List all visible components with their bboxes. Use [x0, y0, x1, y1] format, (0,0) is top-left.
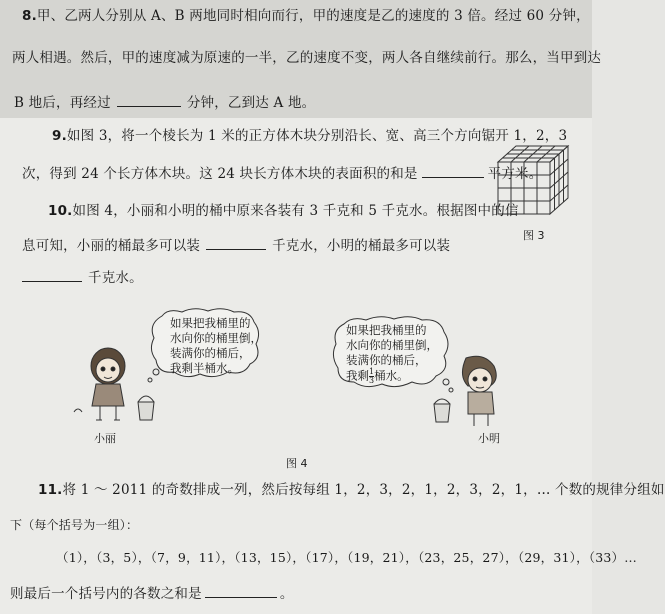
right-bubble-line4b: 桶水。	[374, 368, 409, 383]
q9-text2a: 次，得到 24 个长方体木块。这 24 块长方体木块的表面积的和是	[22, 166, 418, 182]
q9-line2	[22, 165, 542, 183]
q11-answer-blank[interactable]	[205, 585, 277, 598]
q10-number: 10.	[48, 203, 73, 219]
q10-line1	[48, 203, 519, 220]
boy-name-label: 小明	[478, 432, 500, 445]
q10-answer-blank-1[interactable]	[206, 237, 266, 250]
figure3-caption: 图 3	[523, 229, 545, 242]
q10-text3: 千克水。	[88, 270, 143, 286]
q9-text1: 如图 3，将一个棱长为 1 米的正方体木块分别沿长、宽、高三个方向锯开 1，2，3	[66, 128, 568, 144]
q9-number: 9.	[52, 128, 67, 144]
q8-number: 8.	[22, 8, 37, 24]
fraction-numerator: 1	[369, 367, 375, 376]
left-bubble-line3: 装满你的桶后，	[170, 346, 251, 360]
q11-line2: 下（每个括号为一组）：	[10, 518, 139, 532]
q9-answer-blank[interactable]	[422, 165, 484, 178]
q11-line4	[10, 585, 294, 603]
q8-answer-blank[interactable]	[117, 94, 181, 107]
right-bubble-line4a: 我剩	[346, 368, 369, 383]
q11-text4b: 。	[279, 586, 294, 602]
q11-sequence: （1），（3，5），（7，9，11），（13，15），（17），（19，21），（23，25，27），（29，31），（33）…	[56, 550, 637, 565]
girl-illustration	[70, 340, 165, 430]
q8-text1: 甲、乙两人分别从 A、B 两地同时相向而行，甲的速度是乙的速度的 3 倍。经过 60 分钟，	[36, 8, 590, 24]
q11-line1	[38, 482, 665, 499]
boy-illustration	[428, 352, 518, 432]
q11-text1: 将 1 ～ 2011 的奇数排成一列，然后按每组 1，2，3，2，1，2，3，2，1，… 个数的规律分组如	[62, 482, 665, 498]
q10-answer-blank-2[interactable]	[22, 269, 82, 282]
left-bubble-text	[170, 316, 262, 376]
q9-line1	[52, 128, 567, 145]
right-bubble-line4	[346, 368, 438, 385]
q10-line3	[22, 269, 143, 287]
q11-number: 11.	[38, 482, 63, 498]
right-bubble-line1: 如果把我桶里的	[346, 323, 427, 337]
figure4-caption: 图 4	[286, 457, 308, 470]
right-bubble-text	[346, 323, 438, 385]
q8-text3b: 分钟，乙到达 A 地。	[186, 95, 316, 111]
left-bubble-line4: 我剩半桶水。	[170, 361, 239, 375]
q8-line3	[14, 94, 315, 112]
q10-text2a: 息可知，小丽的桶最多可以装	[22, 238, 201, 254]
q8-line2: 两人相遇。然后，甲的速度减为原速的一半，乙的速度不变，两人各自继续前行。那么，当甲到达	[12, 50, 602, 66]
left-bubble-line1: 如果把我桶里的	[170, 316, 251, 330]
fraction-denominator: 3	[369, 376, 375, 385]
q8-line1	[22, 8, 590, 25]
q9-text2b: 平方米。	[487, 166, 543, 182]
q8-text3a: B 地后，再经过	[14, 95, 111, 111]
left-bubble-line2: 水向你的桶里倒，	[170, 331, 262, 345]
q10-text2b: 千克水，小明的桶最多可以装	[272, 238, 451, 254]
right-bubble-line3: 装满你的桶后，	[346, 353, 427, 367]
girl-name-label: 小丽	[94, 432, 116, 445]
q11-text4a: 则最后一个括号内的各数之和是	[10, 586, 202, 602]
q10-text1: 如图 4，小丽和小明的桶中原来各装有 3 千克和 5 千克水。根据图中的信	[72, 203, 519, 219]
q10-line2	[22, 237, 450, 255]
right-bubble-line2: 水向你的桶里倒，	[346, 338, 438, 352]
